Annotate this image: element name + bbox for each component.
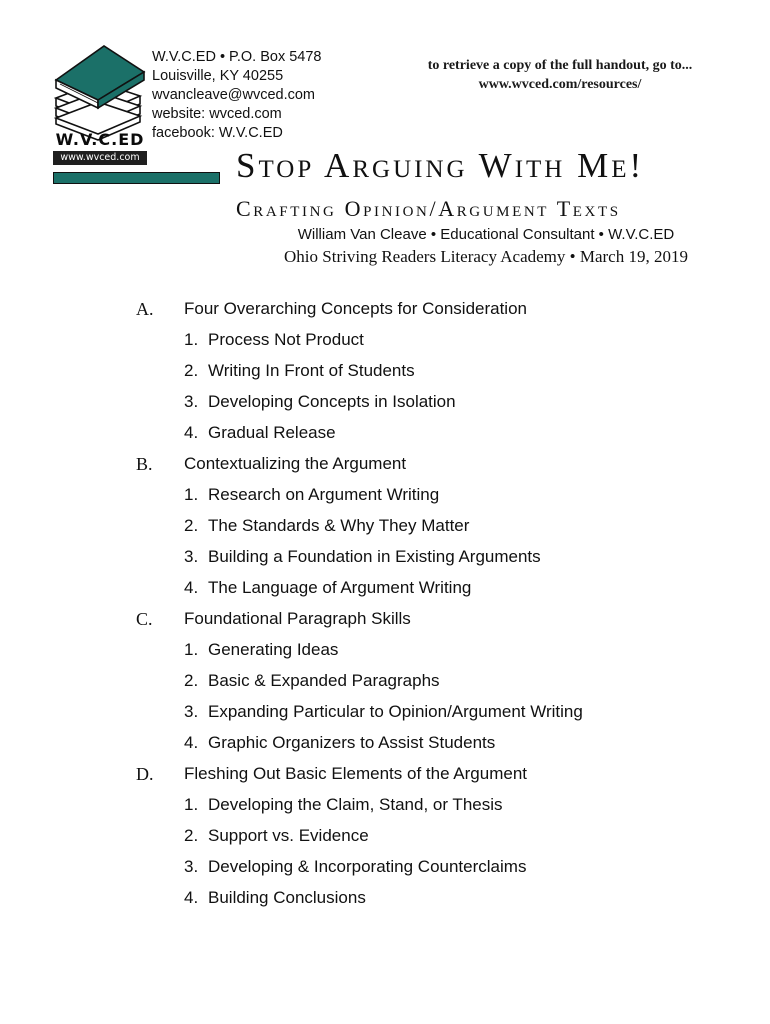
item-number: 3.	[184, 702, 199, 721]
list-item	[0, 730, 770, 761]
item-number: 2.	[184, 361, 199, 380]
contact-info	[152, 48, 322, 143]
retrieve-note	[384, 56, 736, 94]
contact-website[interactable]: website: wvced.com	[152, 106, 282, 122]
item-number: 4.	[184, 733, 199, 752]
retrieve-line-1: to retrieve a copy of the full handout, go to...	[427, 58, 693, 73]
item-text: Building Conclusions	[208, 888, 366, 907]
item-text: Process Not Product	[208, 330, 364, 349]
item-text: Developing the Claim, Stand, or Thesis	[208, 795, 503, 814]
item-number: 4.	[184, 578, 199, 597]
list-item	[0, 854, 770, 885]
list-item	[0, 327, 770, 358]
section-title: Four Overarching Concepts for Consideration	[184, 299, 527, 318]
contact-facebook[interactable]: facebook: W.V.C.ED	[152, 125, 283, 141]
retrieve-link[interactable]: www.wvced.com/resources/	[478, 77, 642, 92]
list-item	[0, 389, 770, 420]
list-item	[0, 482, 770, 513]
brand-url[interactable]: www.wvced.com	[53, 151, 147, 165]
page-title: Stop Arguing With Me!	[236, 146, 645, 185]
book-stack-icon	[54, 42, 146, 142]
list-item	[0, 823, 770, 854]
item-text: Developing Concepts in Isolation	[208, 392, 456, 411]
list-item	[0, 668, 770, 699]
contact-email[interactable]: wvancleave@wvced.com	[152, 87, 316, 103]
item-number: 1.	[184, 640, 199, 659]
section-heading	[0, 296, 770, 327]
section-letter: A.	[136, 299, 154, 319]
list-item	[0, 699, 770, 730]
section-heading	[0, 606, 770, 637]
contact-line-2: Louisville, KY 40255	[152, 68, 284, 84]
list-item	[0, 885, 770, 916]
item-text: Basic & Expanded Paragraphs	[208, 671, 440, 690]
section-heading	[0, 451, 770, 482]
item-text: Support vs. Evidence	[208, 826, 369, 845]
author-line: William Van Cleave • Educational Consultant • W.V.C.ED	[297, 226, 675, 243]
item-number: 1.	[184, 795, 199, 814]
section-title: Contextualizing the Argument	[184, 454, 407, 473]
item-text: Building a Foundation in Existing Arguments	[208, 547, 541, 566]
item-text: Research on Argument Writing	[208, 485, 440, 504]
list-item	[0, 792, 770, 823]
item-number: 2.	[184, 826, 199, 845]
item-text: Developing & Incorporating Counterclaims	[208, 857, 527, 876]
item-number: 3.	[184, 547, 199, 566]
item-number: 1.	[184, 485, 199, 504]
item-text: Writing In Front of Students	[208, 361, 415, 380]
item-number: 1.	[184, 330, 199, 349]
list-item	[0, 544, 770, 575]
item-number: 4.	[184, 423, 199, 442]
list-item	[0, 575, 770, 606]
contact-line-1: W.V.C.ED • P.O. Box 5478	[152, 49, 322, 65]
section-title: Foundational Paragraph Skills	[184, 609, 411, 628]
item-number: 2.	[184, 671, 199, 690]
item-number: 4.	[184, 888, 199, 907]
item-text: Generating Ideas	[208, 640, 339, 659]
list-item	[0, 513, 770, 544]
item-number: 2.	[184, 516, 199, 535]
section-title: Fleshing Out Basic Elements of the Argument	[184, 764, 528, 783]
section-heading	[0, 761, 770, 792]
accent-bar	[53, 172, 220, 184]
list-item	[0, 358, 770, 389]
outline	[0, 296, 770, 916]
item-number: 3.	[184, 392, 199, 411]
list-item	[0, 637, 770, 668]
section-letter: B.	[136, 454, 153, 474]
item-number: 3.	[184, 857, 199, 876]
item-text: The Language of Argument Writing	[208, 578, 472, 597]
section-letter: D.	[136, 764, 154, 784]
brand-name: W.V.C.ED	[55, 130, 145, 149]
list-item	[0, 420, 770, 451]
item-text: The Standards & Why They Matter	[208, 516, 470, 535]
page-subtitle: Crafting Opinion/Argument Texts	[236, 196, 621, 221]
item-text: Graphic Organizers to Assist Students	[208, 733, 496, 752]
item-text: Expanding Particular to Opinion/Argument Writing	[208, 702, 583, 721]
item-text: Gradual Release	[208, 423, 336, 442]
section-letter: C.	[136, 609, 153, 629]
event-line: Ohio Striving Readers Literacy Academy • March 19, 2019	[284, 247, 688, 266]
